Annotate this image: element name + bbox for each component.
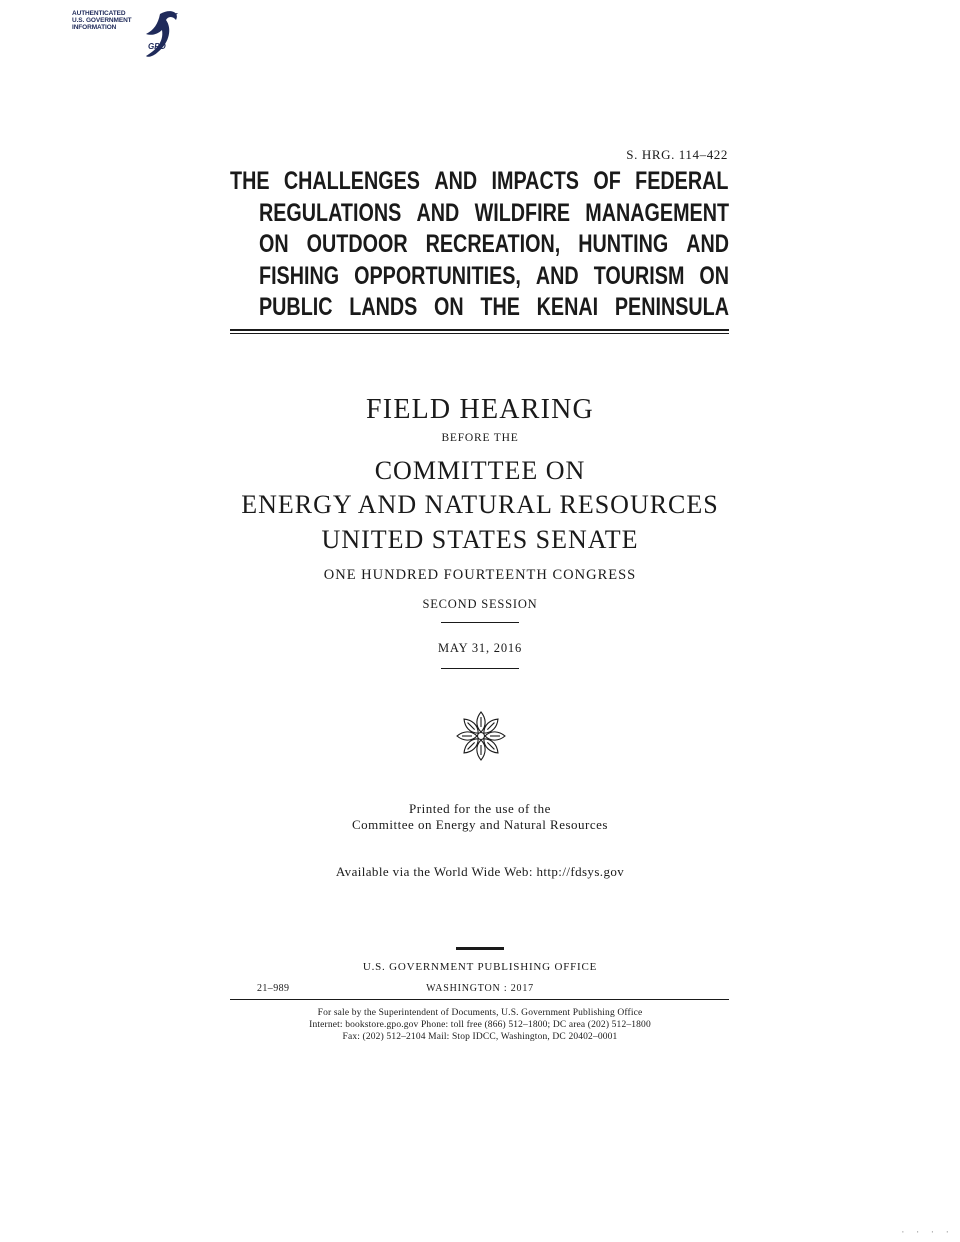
title-word: ON: [699, 261, 730, 290]
session-rule: [441, 622, 519, 623]
title-word: TOURISM: [593, 261, 685, 290]
sales-line-2: Internet: bookstore.gpo.gov Phone: toll free (866) 512–1800; DC area (202) 512–1800: [309, 1020, 651, 1030]
title-line: [259, 261, 729, 293]
title-word: WILDFIRE: [474, 198, 571, 227]
title-word: KENAI: [536, 293, 599, 321]
session-label: SECOND SESSION: [422, 597, 538, 611]
title-word: FISHING: [259, 261, 340, 290]
title-word: CHALLENGES: [283, 167, 420, 195]
title-word: THE: [480, 293, 520, 321]
committee-line-3: UNITED STATES SENATE: [321, 525, 639, 554]
committee-line-2: ENERGY AND NATURAL RESOURCES: [241, 490, 719, 519]
title-line: [259, 229, 729, 261]
hearing-number: S. HRG. 114–422: [626, 147, 728, 162]
title-word: OUTDOOR: [306, 230, 408, 258]
jacket-number: 21–989: [257, 983, 290, 994]
before-the-label: BEFORE THE: [441, 432, 519, 444]
title-word: AND: [686, 230, 730, 258]
publication-place-year: WASHINGTON : 2017: [426, 983, 534, 994]
title-word: THE: [230, 167, 270, 195]
eagle-icon: [140, 6, 182, 60]
title-line: [259, 198, 729, 230]
title-word: AND: [416, 198, 460, 227]
title-word: REGULATIONS: [259, 198, 402, 227]
title-word: HUNTING: [578, 230, 669, 258]
corner-mark: · · · ·: [900, 1228, 952, 1238]
publisher-rule: [456, 947, 504, 950]
title-word: MANAGEMENT: [585, 198, 730, 227]
title-word: ON: [434, 293, 464, 321]
title-line: [230, 166, 728, 198]
date-rule: [441, 668, 519, 669]
title-word: IMPACTS: [491, 167, 579, 195]
title-word: OF: [593, 167, 621, 195]
logo-line-3: INFORMATION: [72, 24, 117, 31]
hearing-type: FIELD HEARING: [366, 394, 594, 425]
title-word: FEDERAL: [635, 167, 729, 195]
logo-gpo-mark: GPO: [148, 42, 166, 51]
hearing-date: MAY 31, 2016: [437, 641, 523, 655]
printed-for-line-1: Printed for the use of the: [409, 801, 551, 816]
title-word: ON: [259, 230, 289, 258]
ornament-star-icon: [453, 708, 509, 764]
availability-note: Available via the World Wide Web: http://fdsys.gov: [335, 864, 625, 879]
title-word: PUBLIC: [259, 293, 333, 321]
printed-for-line-2: Committee on Energy and Natural Resources: [351, 817, 608, 832]
title-rule-bottom: [230, 333, 729, 334]
title-rule-top: [230, 329, 729, 331]
committee-line-1: COMMITTEE ON: [374, 456, 586, 485]
title-word: RECREATION,: [425, 230, 561, 258]
publisher-office: U.S. GOVERNMENT PUBLISHING OFFICE: [362, 961, 598, 973]
sales-line-1: For sale by the Superintendent of Documents, U.S. Government Publishing Office: [317, 1008, 643, 1018]
sales-line-3: Fax: (202) 512–2104 Mail: Stop IDCC, Washington, DC 20402–0001: [342, 1032, 618, 1042]
title-word: PENINSULA: [614, 293, 730, 321]
title-word: LANDS: [349, 293, 418, 321]
logo-line-2: U.S. GOVERNMENT: [72, 17, 132, 24]
title-word: AND: [535, 261, 579, 290]
congress-label: ONE HUNDRED FOURTEENTH CONGRESS: [323, 567, 637, 583]
hearing-title: [230, 166, 729, 324]
title-word: OPPORTUNITIES,: [354, 261, 521, 290]
title-line: [259, 292, 729, 324]
title-word: AND: [434, 167, 478, 195]
logo-line-1: AUTHENTICATED: [72, 10, 126, 17]
gpo-authentication-logo: [72, 6, 182, 58]
sales-rule: [230, 999, 729, 1000]
